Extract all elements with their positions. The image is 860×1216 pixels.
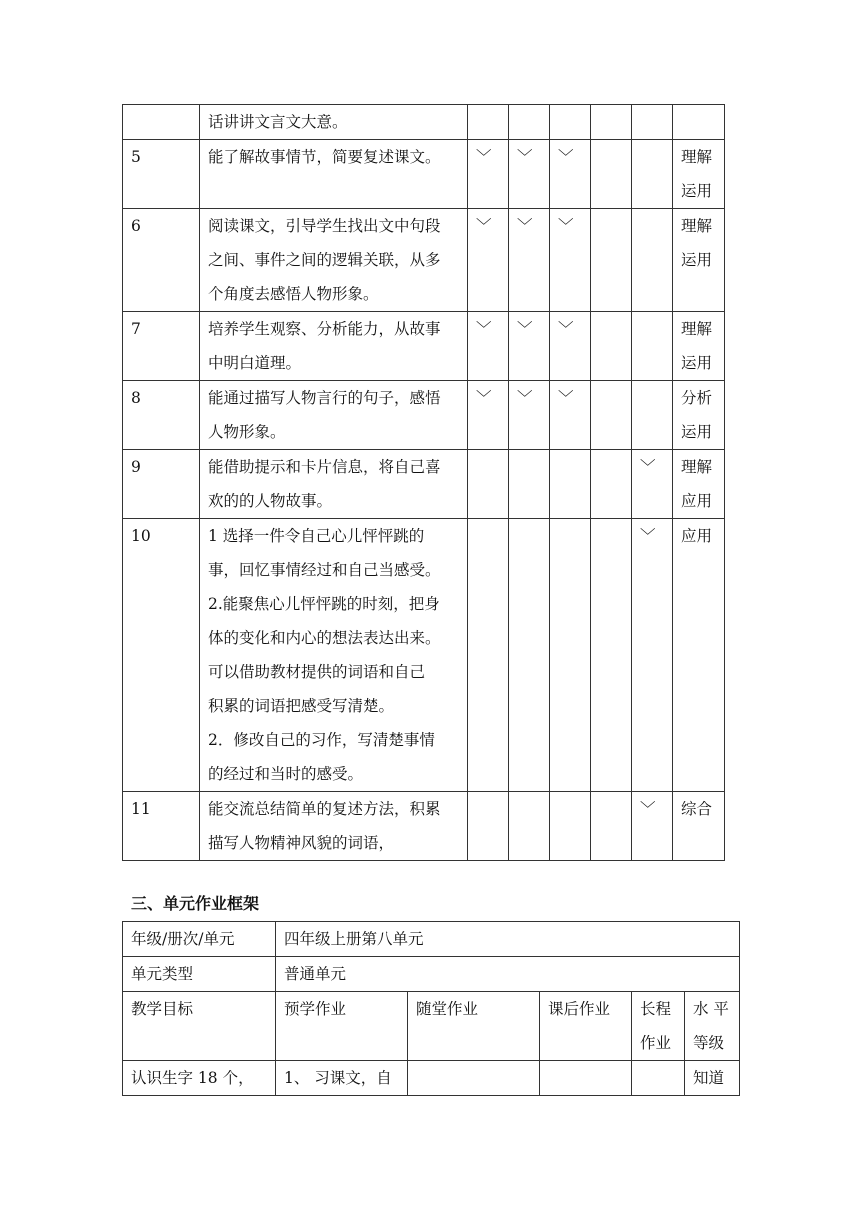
check-mark bbox=[632, 381, 673, 450]
row-level bbox=[673, 450, 725, 519]
row-content bbox=[200, 209, 468, 312]
goal-row bbox=[123, 450, 725, 519]
content-line: 能了解故事情节，简要复述课文。 bbox=[208, 148, 441, 166]
content-line: 积累的词语把感受写清楚。 bbox=[208, 697, 395, 715]
header-level-line1: 水 平 bbox=[693, 1000, 729, 1018]
row-level bbox=[673, 792, 725, 861]
content-line: 能通过描写人物言行的句子，感悟 bbox=[208, 389, 441, 407]
level-line: 分析 bbox=[681, 389, 713, 407]
row-content bbox=[200, 312, 468, 381]
check-mark bbox=[468, 792, 509, 861]
level-line: 运用 bbox=[681, 354, 713, 372]
content-line: 1 选择一件令自己心儿怦怦跳的 bbox=[208, 527, 425, 545]
check-mark: ﹀ bbox=[509, 140, 550, 209]
row-content bbox=[200, 792, 468, 861]
check-mark bbox=[550, 105, 591, 140]
check-mark bbox=[468, 519, 509, 792]
row-number: 11 bbox=[123, 792, 200, 861]
content-line: 2．修改自己的习作，写清楚事情 bbox=[208, 731, 435, 749]
grade-value: 四年级上册第八单元 bbox=[276, 922, 740, 957]
check-mark bbox=[550, 792, 591, 861]
level-line: 运用 bbox=[681, 251, 713, 269]
content-line: 能交流总结简单的复述方法，积累 bbox=[208, 800, 441, 818]
content-line: 描写人物精神风貌的词语， bbox=[208, 834, 395, 852]
header-long-line2: 作业 bbox=[640, 1034, 672, 1052]
content-line: 话讲讲文言文大意。 bbox=[208, 113, 348, 131]
level-line: 理解 bbox=[681, 217, 713, 235]
level-line: 应用 bbox=[681, 492, 713, 510]
row-level bbox=[673, 381, 725, 450]
row-long bbox=[632, 1061, 685, 1096]
check-mark bbox=[509, 792, 550, 861]
goal-row bbox=[123, 1061, 740, 1096]
header-after: 课后作业 bbox=[540, 992, 632, 1061]
check-mark bbox=[550, 519, 591, 792]
check-mark: ﹀ bbox=[509, 381, 550, 450]
row-level bbox=[673, 312, 725, 381]
row-goal: 认识生字 18 个， bbox=[123, 1061, 276, 1096]
row-level bbox=[673, 209, 725, 312]
row-level bbox=[673, 105, 725, 140]
check-mark bbox=[632, 140, 673, 209]
header-long-line1: 长程 bbox=[640, 1000, 672, 1018]
type-row bbox=[123, 957, 740, 992]
row-number: 7 bbox=[123, 312, 200, 381]
content-line: 2.能聚焦心儿怦怦跳的时刻，把身 bbox=[208, 595, 440, 613]
check-mark bbox=[550, 450, 591, 519]
goal-row bbox=[123, 792, 725, 861]
type-value: 普通单元 bbox=[276, 957, 740, 992]
check-mark: ﹀ bbox=[632, 450, 673, 519]
row-content bbox=[200, 519, 468, 792]
goal-row bbox=[123, 105, 725, 140]
header-long bbox=[632, 992, 685, 1061]
check-mark: ﹀ bbox=[550, 140, 591, 209]
check-mark bbox=[591, 209, 632, 312]
check-mark: ﹀ bbox=[632, 792, 673, 861]
content-line: 能借助提示和卡片信息，将自己喜 bbox=[208, 458, 441, 476]
check-mark bbox=[591, 140, 632, 209]
content-line: 的经过和当时的感受。 bbox=[208, 765, 364, 783]
check-mark bbox=[509, 450, 550, 519]
check-mark: ﹀ bbox=[550, 381, 591, 450]
check-mark: ﹀ bbox=[550, 209, 591, 312]
check-mark bbox=[591, 381, 632, 450]
content-line: 个角度去感悟人物形象。 bbox=[208, 285, 379, 303]
row-number: 9 bbox=[123, 450, 200, 519]
check-mark bbox=[468, 450, 509, 519]
homework-framework-table bbox=[122, 921, 740, 1096]
check-mark: ﹀ bbox=[509, 312, 550, 381]
check-mark bbox=[591, 792, 632, 861]
level-line: 理解 bbox=[681, 458, 713, 476]
level-line: 应用 bbox=[681, 527, 713, 545]
check-mark bbox=[632, 312, 673, 381]
check-mark bbox=[591, 105, 632, 140]
check-mark bbox=[468, 105, 509, 140]
row-pre: 1、 习课文，自 bbox=[276, 1061, 408, 1096]
row-class bbox=[408, 1061, 540, 1096]
row-content bbox=[200, 140, 468, 209]
row-number: 6 bbox=[123, 209, 200, 312]
check-mark: ﹀ bbox=[468, 381, 509, 450]
check-mark: ﹀ bbox=[509, 209, 550, 312]
check-mark bbox=[591, 312, 632, 381]
goal-row bbox=[123, 519, 725, 792]
row-number: 5 bbox=[123, 140, 200, 209]
content-line: 事，回忆事情经过和自己当感受。 bbox=[208, 561, 441, 579]
level-line: 综合 bbox=[681, 800, 713, 818]
header-pre: 预学作业 bbox=[276, 992, 408, 1061]
row-level bbox=[673, 519, 725, 792]
content-line: 之间、事件之间的逻辑关联，从多 bbox=[208, 251, 441, 269]
check-mark bbox=[591, 450, 632, 519]
level-line: 运用 bbox=[681, 423, 713, 441]
content-line: 阅读课文，引导学生找出文中句段 bbox=[208, 217, 441, 235]
header-level bbox=[685, 992, 740, 1061]
content-line: 体的变化和内心的想法表达出来。 bbox=[208, 629, 441, 647]
header-goal: 教学目标 bbox=[123, 992, 276, 1061]
content-line: 人物形象。 bbox=[208, 423, 286, 441]
section-title: 三、单元作业框架 bbox=[131, 894, 260, 913]
row-number bbox=[123, 105, 200, 140]
row-level bbox=[673, 140, 725, 209]
check-mark bbox=[509, 519, 550, 792]
type-label: 单元类型 bbox=[123, 957, 276, 992]
level-line: 运用 bbox=[681, 182, 713, 200]
check-mark: ﹀ bbox=[468, 140, 509, 209]
content-line: 培养学生观察、分析能力，从故事 bbox=[208, 320, 441, 338]
row-number: 8 bbox=[123, 381, 200, 450]
check-mark: ﹀ bbox=[632, 519, 673, 792]
header-level-line2: 等级 bbox=[693, 1034, 725, 1052]
check-mark: ﹀ bbox=[468, 209, 509, 312]
row-content bbox=[200, 381, 468, 450]
header-class: 随堂作业 bbox=[408, 992, 540, 1061]
row-content bbox=[200, 450, 468, 519]
check-mark bbox=[591, 519, 632, 792]
grade-row bbox=[123, 922, 740, 957]
row-number: 10 bbox=[123, 519, 200, 792]
level-line: 理解 bbox=[681, 148, 713, 166]
check-mark: ﹀ bbox=[468, 312, 509, 381]
grade-label: 年级/册次/单元 bbox=[123, 922, 276, 957]
goal-row bbox=[123, 209, 725, 312]
row-after bbox=[540, 1061, 632, 1096]
goal-row bbox=[123, 381, 725, 450]
row-content bbox=[200, 105, 468, 140]
level-line: 理解 bbox=[681, 320, 713, 338]
check-mark: ﹀ bbox=[550, 312, 591, 381]
goal-row bbox=[123, 140, 725, 209]
content-line: 中明白道理。 bbox=[208, 354, 302, 372]
content-line: 可以借助教材提供的词语和自己 bbox=[208, 663, 426, 681]
goal-row bbox=[123, 312, 725, 381]
row-level: 知道 bbox=[685, 1061, 740, 1096]
content-line: 欢的的人物故事。 bbox=[208, 492, 333, 510]
check-mark bbox=[632, 105, 673, 140]
header-row bbox=[123, 992, 740, 1061]
goals-table bbox=[122, 104, 725, 861]
check-mark bbox=[632, 209, 673, 312]
check-mark bbox=[509, 105, 550, 140]
